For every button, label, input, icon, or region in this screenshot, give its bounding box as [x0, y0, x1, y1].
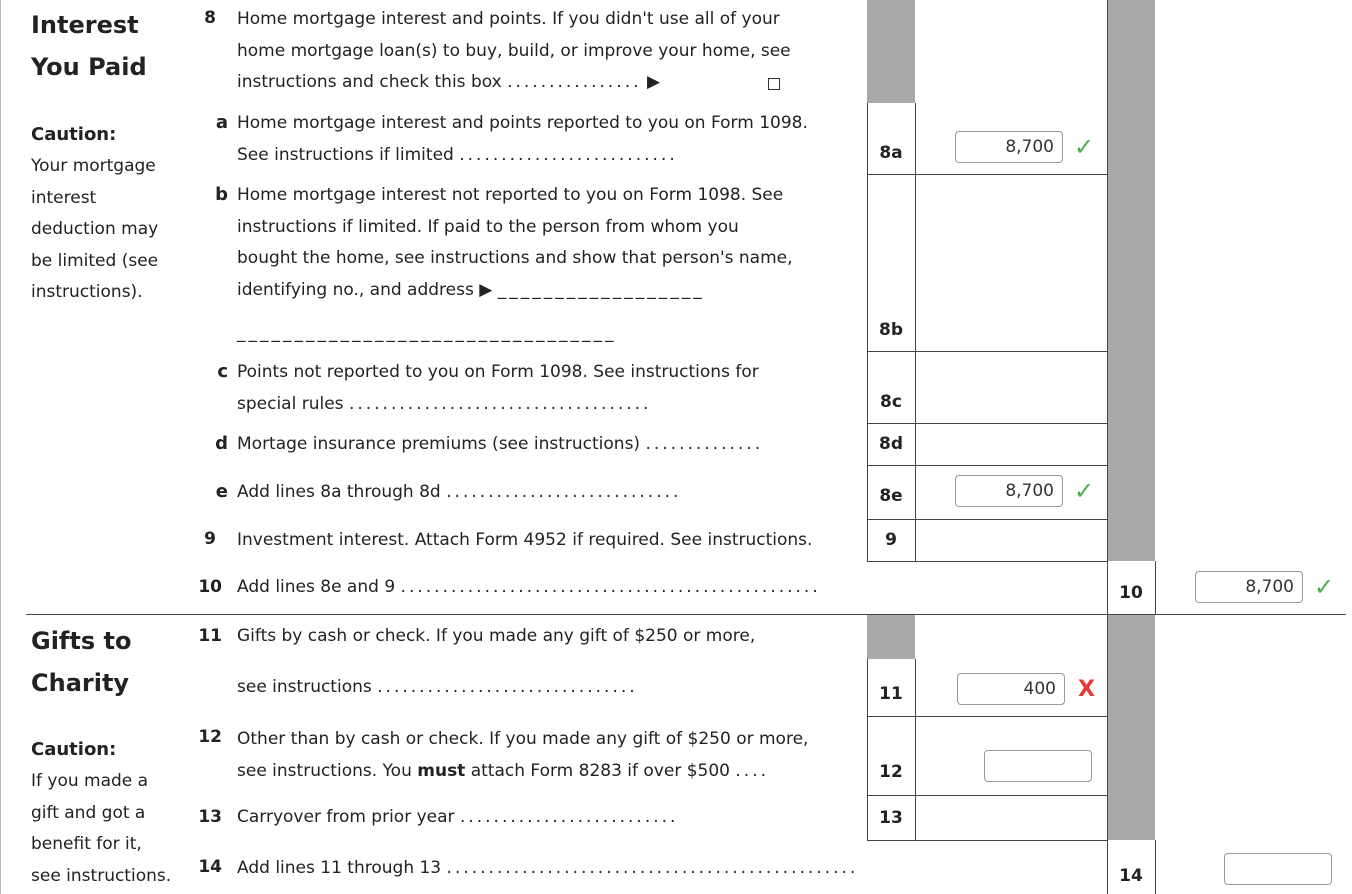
- caution-text-gifts: If you made a gift and got a benefit for it, see instructions.: [31, 771, 172, 886]
- line11-text2: see instructions ...............................: [237, 677, 638, 697]
- line12-input[interactable]: [984, 750, 1092, 782]
- colA-right-line: [1107, 0, 1108, 561]
- code-9: 9: [885, 530, 897, 550]
- line-letter-8b: b: [215, 184, 228, 205]
- line8-checkbox[interactable]: [768, 78, 780, 90]
- shade-col-b-top: [1107, 0, 1155, 561]
- shade-8-header: [867, 0, 915, 103]
- line-letter-8e: e: [215, 481, 228, 502]
- line-letter-8a: a: [215, 112, 228, 133]
- colB-left-line-2: [1155, 840, 1156, 894]
- row-line-8d: [867, 465, 1107, 466]
- code-14: 14: [1119, 866, 1143, 886]
- line12-text: Other than by cash or check. If you made any gift of $250 or more, see instructions. You must attach Form 8283 if over $500 ....: [237, 729, 809, 781]
- section-title-line2: You Paid: [31, 53, 147, 81]
- line-number-9: 9: [204, 529, 216, 549]
- line8b-address-blank[interactable]: _________________________________: [237, 323, 617, 343]
- line8a-input[interactable]: 8,700: [955, 131, 1063, 163]
- line8e-text: Add lines 8a through 8d ............................: [237, 482, 682, 502]
- line-letter-8d: d: [215, 433, 228, 454]
- row-line-9: [867, 561, 1107, 562]
- line-number-14: 14: [198, 857, 222, 877]
- line13-text: Carryover from prior year ..........................: [237, 807, 679, 827]
- cross-icon-11: X: [1078, 677, 1095, 702]
- line11-text1: Gifts by cash or check. If you made any gift of $250 or more,: [237, 626, 756, 646]
- code-12: 12: [879, 762, 903, 782]
- code-13: 13: [879, 808, 903, 828]
- line-number-11: 11: [198, 626, 222, 646]
- code-10: 10: [1119, 583, 1143, 603]
- check-icon-8a: ✓: [1074, 133, 1095, 161]
- code-8e: 8e: [879, 486, 903, 506]
- check-icon-10: ✓: [1314, 573, 1335, 601]
- line-number-13: 13: [198, 807, 222, 827]
- code-8d: 8d: [879, 434, 903, 454]
- row-line-8c: [867, 423, 1107, 424]
- line-number-12: 12: [198, 727, 222, 747]
- line10-input[interactable]: 8,700: [1195, 571, 1303, 603]
- line8e-input[interactable]: 8,700: [955, 475, 1063, 507]
- code-8a: 8a: [879, 143, 903, 163]
- left-border: [0, 0, 1, 894]
- line8a-text: Home mortgage interest and points reported to you on Form 1098. See instructions if limited ..........................: [237, 113, 808, 165]
- line14-text: Add lines 11 through 13 .................................................: [237, 858, 859, 878]
- line8c-text: Points not reported to you on Form 1098. See instructions for special rules ....................................: [237, 362, 759, 414]
- caution-heading-interest: Caution:: [31, 124, 117, 145]
- section-title-gifts: Gifts to Charity: [31, 627, 132, 697]
- colA-mid-line-2: [915, 659, 916, 840]
- section-title-line1: Interest: [31, 11, 139, 39]
- colA-right-line-2: [1107, 614, 1108, 840]
- row-line-8a: [867, 174, 1107, 175]
- row-line-12: [867, 795, 1107, 796]
- line11-input[interactable]: 400: [957, 673, 1065, 705]
- colB-left-line: [1155, 561, 1156, 614]
- row-line-8b: [867, 351, 1107, 352]
- line8d-text: Mortage insurance premiums (see instructions) ..............: [237, 434, 764, 454]
- code-8b: 8b: [879, 320, 903, 340]
- line14-input[interactable]: [1224, 853, 1332, 885]
- caution-heading-gifts: Caution:: [31, 739, 117, 760]
- colA-mid-line: [915, 103, 916, 561]
- line8-text: Home mortgage interest and points. If you didn't use all of your home mortgage loan(s) to buy, build, or improve your home, see instructions and check this box ................ ▶: [237, 9, 791, 92]
- row-line-8e: [867, 519, 1107, 520]
- shade-col-b-gifts: [1107, 614, 1155, 840]
- check-icon-8e: ✓: [1074, 477, 1095, 505]
- section-title-interest: [31, 4, 147, 88]
- row-line-11: [867, 716, 1107, 717]
- line-number-8: 8: [204, 8, 216, 28]
- code-8c: 8c: [880, 392, 902, 412]
- line-letter-8c: c: [217, 361, 228, 382]
- line8b-text: Home mortgage interest not reported to you on Form 1098. See instructions if limited. If paid to the person from whom you bought the home, see instructions and show that person's name, identifying no., and address ▶ __________________: [237, 185, 793, 300]
- row-line-13: [867, 840, 1107, 841]
- section-divider: [26, 614, 1346, 615]
- shade-11-header: [867, 614, 915, 659]
- line9-text: Investment interest. Attach Form 4952 if required. See instructions.: [237, 530, 813, 550]
- line-number-10: 10: [198, 577, 222, 597]
- code-11: 11: [879, 684, 903, 704]
- line10-text: Add lines 8e and 9 ..................................................: [237, 577, 821, 597]
- caution-text-interest: Your mortgage interest deduction may be limited (see instructions).: [31, 156, 159, 302]
